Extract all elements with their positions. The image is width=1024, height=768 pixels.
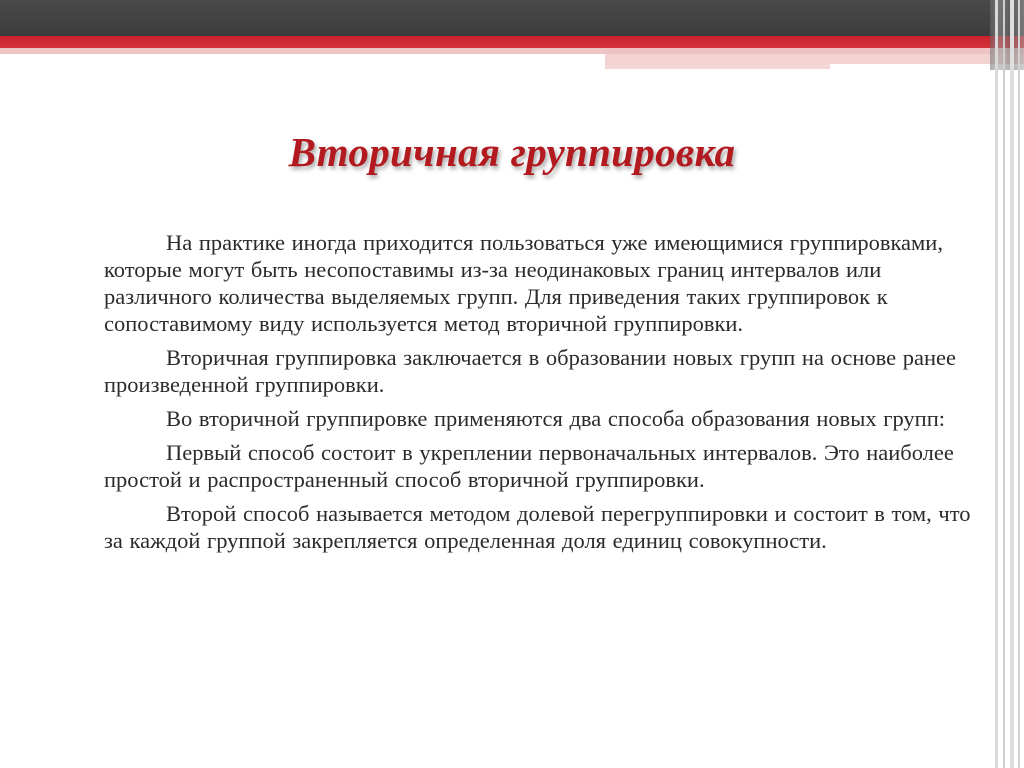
decorative-stripe [995,0,998,768]
decorative-stripe [1018,0,1020,768]
pink-accent-band-short [605,54,1024,64]
slide-title: Вторичная группировка [288,129,736,175]
decorative-stripe [1010,0,1014,768]
pink-accent-band-shorter [605,64,830,69]
paragraph: Во вторичной группировке применяются два способа образования новых групп: [166,406,945,431]
slide-body [104,229,974,561]
top-dark-band [0,0,1024,36]
paragraph: На практике иногда приходится пользоваться уже имеющимися группировками, которые могут быть несопоставимы из-за неодинаковых границ интервалов или различного количества выделяемых групп. Для приведения таких группировок к сопоставимому виду используется метод вторичной группировки. [104,230,943,336]
paragraph: Второй способ называется методом долевой перегруппировки и состоит в том, что за каждой группой закрепляется определенная доля единиц совокупности. [104,501,971,553]
red-accent-band [0,36,1024,48]
paragraph: Первый способ состоит в укреплении первоначальных интервалов. Это наиболее простой и распространенный способ вторичной группировки. [104,440,954,492]
decorative-stripe [1003,0,1005,768]
paragraph: Вторичная группировка заключается в образовании новых групп на основе ранее произведенной группировки. [104,345,957,397]
